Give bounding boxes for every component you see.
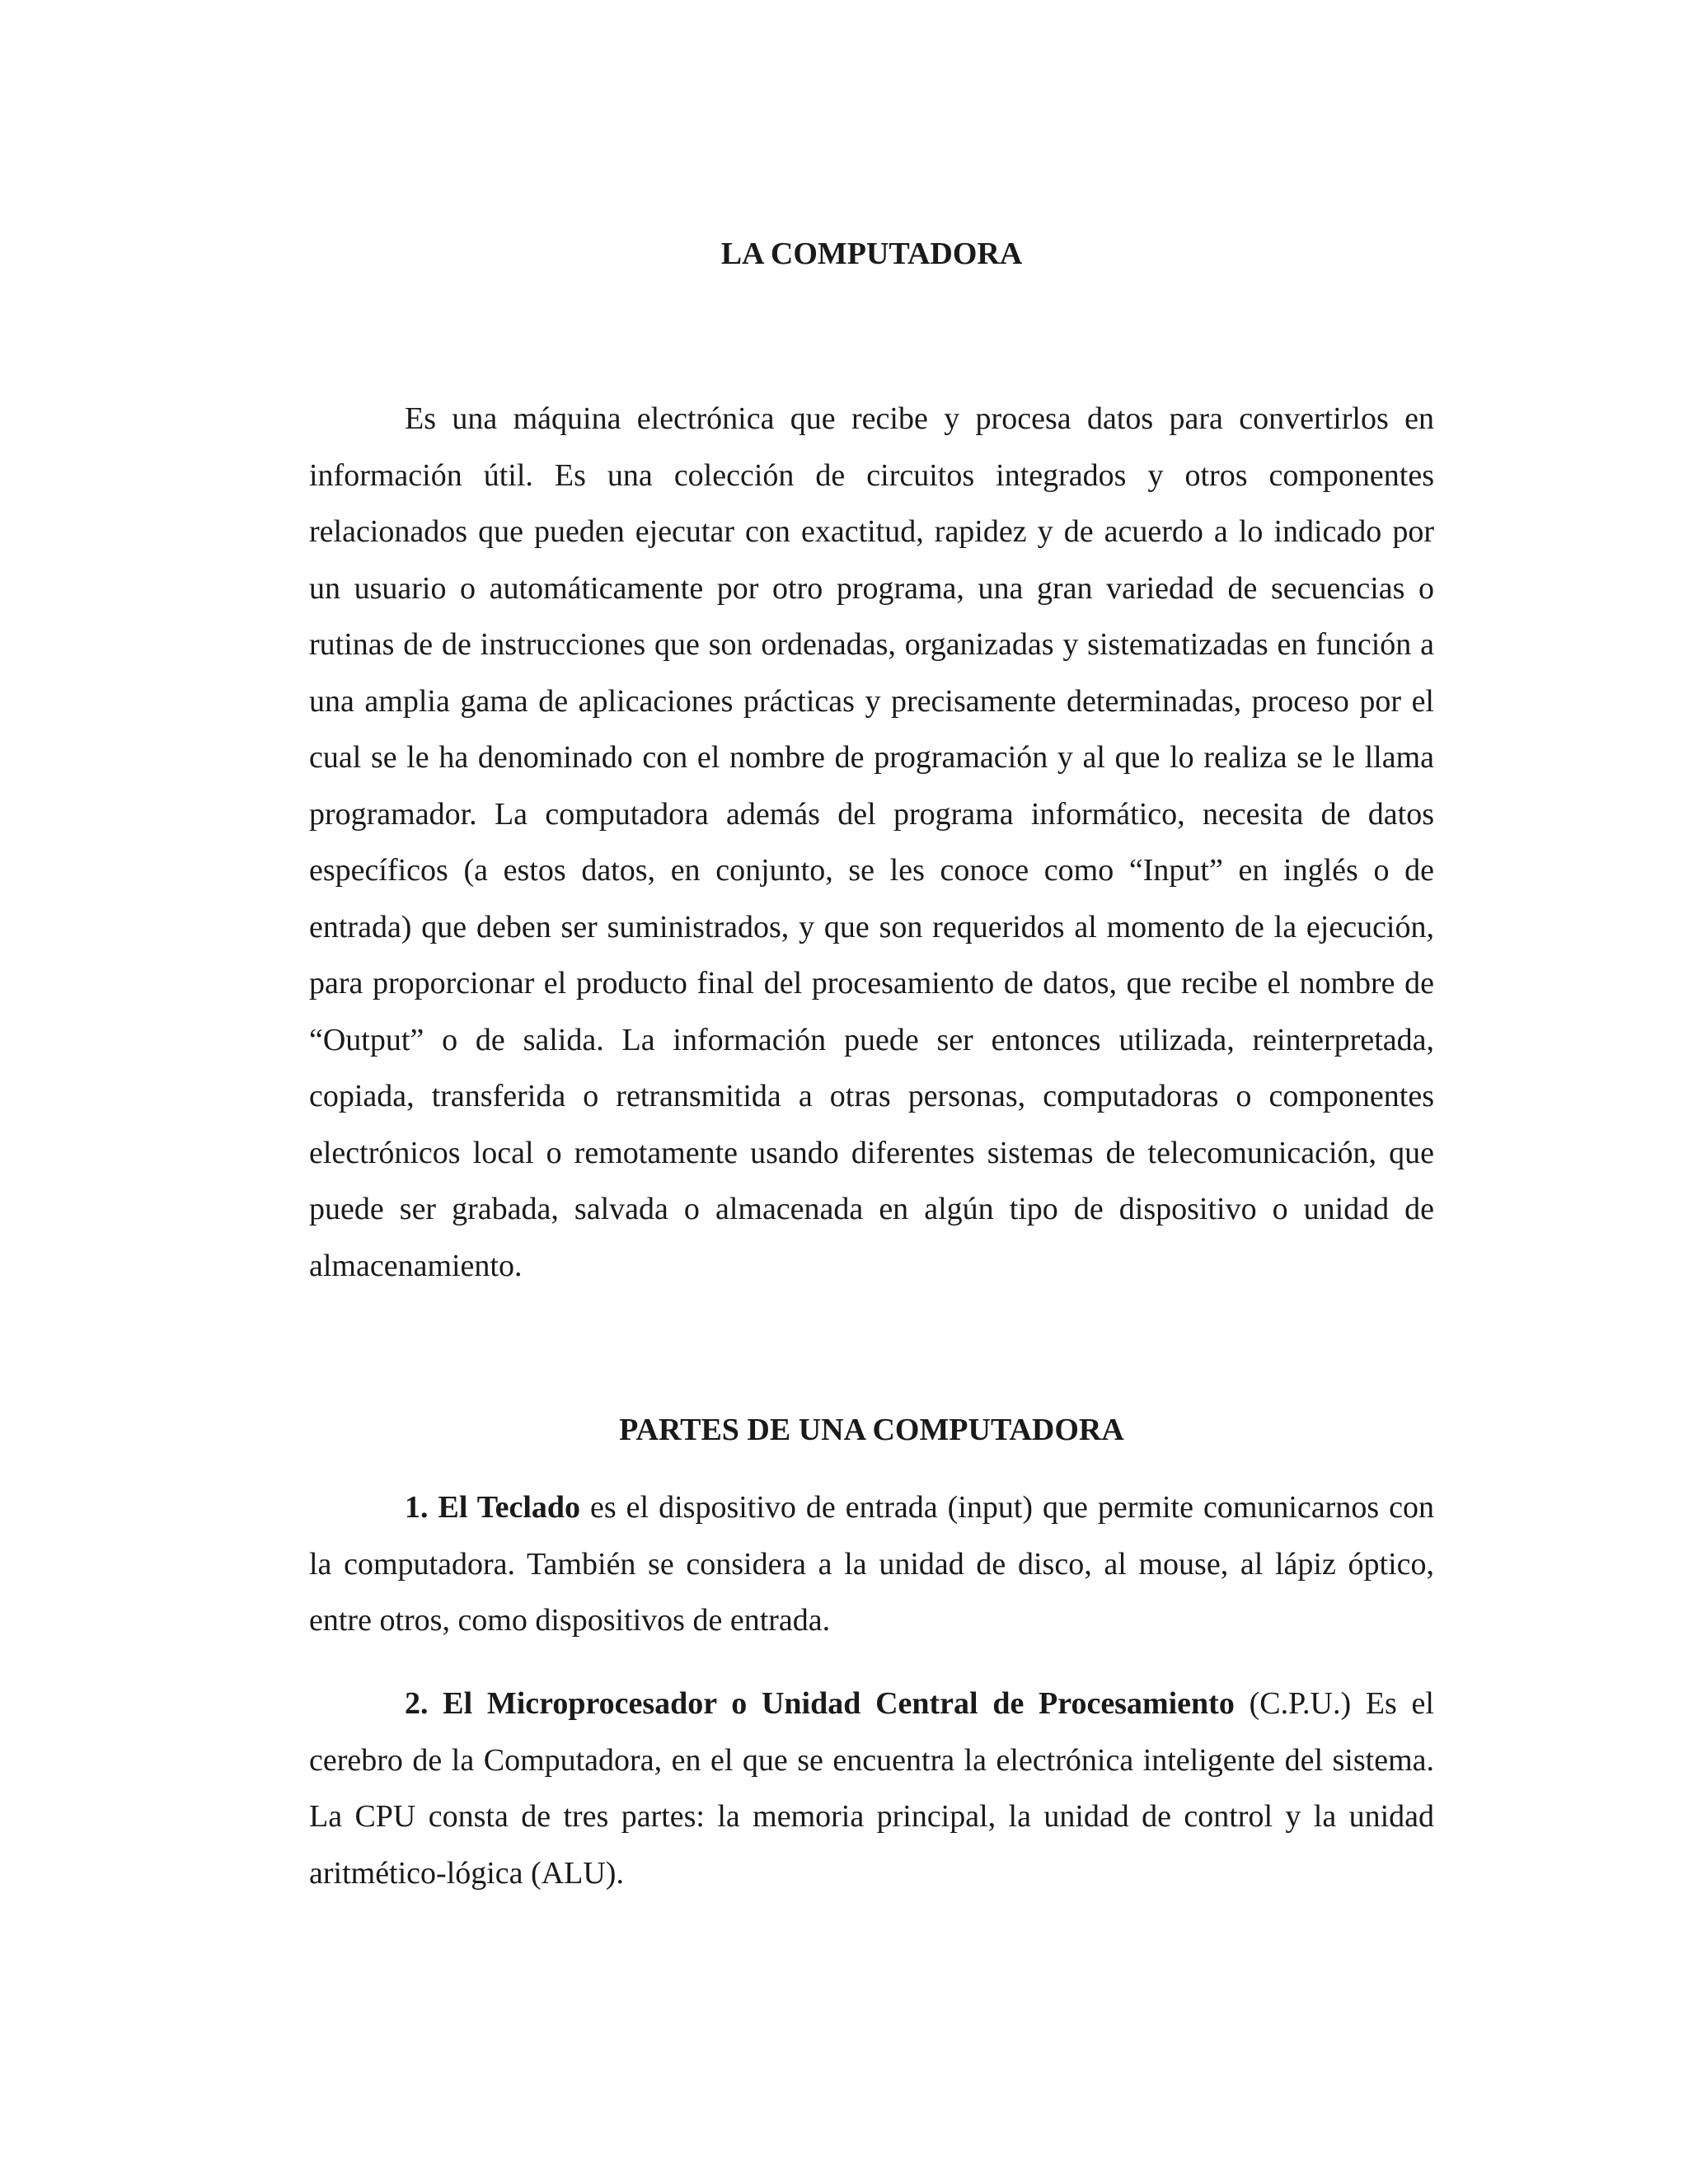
list-item-lead: 2. El Microprocesador o Unidad Central de Procesamiento: [405, 1686, 1235, 1721]
list-item-cpu: [309, 1675, 1434, 1901]
list-item-text: es el dispositivo de entrada (input) que permite comunicarnos con la computadora. También se considera a la unidad de disco, al mouse, al lápiz óptico, entre otros, como dispositivos de entrada.: [309, 1490, 1435, 1638]
intro-paragraph: Es una máquina electrónica que recibe y procesa datos para convertirlos en información útil. Es una colección de circuitos integrados y otros componentes relacionados que pueden ejecutar con exactitud, rapidez y de acuerdo a lo indicado por un usuario o automáticamente por otro programa, una gran variedad de secuencias o rutinas de de instrucciones que son ordenadas, organizadas y sistematizadas en función a una amplia gama de aplicaciones prácticas y precisamente determinadas, proceso por el cual se le ha denominado con el nombre de programación y al que lo realiza se le llama programador. La computadora además del programa informático, necesita de datos específicos (a estos datos, en conjunto, se les conoce como “Input” en inglés o de entrada) que deben ser suministrados, y que son requeridos al momento de la ejecución, para proporcionar el producto final del procesamiento de datos, que recibe el nombre de “Output” o de salida. La información puede ser entonces utilizada, reinterpretada, copiada, transferida o retransmitida a otras personas, computadoras o componentes electrónicos local o remotamente usando diferentes sistemas de telecomunicación, que puede ser grabada, salvada o almacenada en algún tipo de dispositivo o unidad de almacenamiento.: [309, 401, 1434, 1283]
list-item-teclado: [309, 1479, 1434, 1649]
section-title-partes: PARTES DE UNA COMPUTADORA: [619, 1413, 1124, 1447]
section-title-la-computadora: LA COMPUTADORA: [720, 237, 1023, 271]
list-item-lead: 1. El Teclado: [405, 1490, 581, 1525]
list-item-text: (C.P.U.) Es el cerebro de la Computadora, en el que se encuentra la electrónica inteligente del sistema. La CPU consta de tres partes: la memoria principal, la unidad de control y la unidad aritmético-lógica (ALU).: [309, 1686, 1434, 1891]
